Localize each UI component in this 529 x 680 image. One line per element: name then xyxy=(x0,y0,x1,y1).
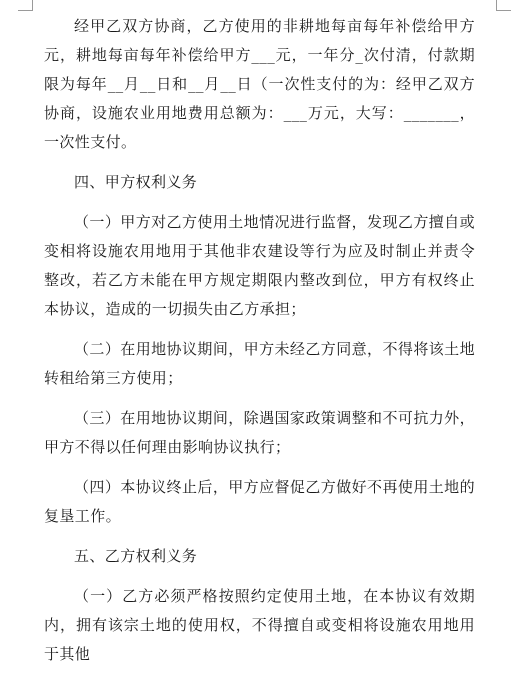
party-a-clause-4: （四）本协议终止后，甲方应督促乙方做好不再使用土地的复垦工作。 xyxy=(44,478,475,525)
party-a-clause-3: （三）在用地协议期间，除遇国家政策调整和不可抗力外，甲方不得以任何理由影响协议执行； xyxy=(44,409,475,456)
page-corner-mark-top-right xyxy=(496,0,511,11)
party-a-clause-2: （二）在用地协议期间，甲方未经乙方同意，不得将该土地转租给第三方使用； xyxy=(44,340,475,387)
section-heading-party-b-rights: 五、乙方权利义务 xyxy=(74,547,198,565)
party-b-clause-1: （一）乙方必须严格按照约定使用土地，在本协议有效期内，拥有该宗土地的使用权，不得擅自或变相将设施农用地用于其他 xyxy=(44,587,475,663)
document-body xyxy=(44,12,475,680)
party-a-clause-1: （一）甲方对乙方使用土地情况进行监督，发现乙方擅自或变相将设施农用地用于其他非农建设等行为应及时制止并责令整改，若乙方未能在甲方规定期限内整改到位，甲方有权终止本协议，造成的一切损失由乙方承担； xyxy=(44,213,475,318)
section-heading-party-a-rights: 四、甲方权利义务 xyxy=(74,173,198,191)
page-corner-mark-top-left xyxy=(18,0,33,11)
payment-terms-paragraph: 经甲乙双方协商，乙方使用的非耕地每亩每年补偿给甲方元，耕地每亩每年补偿给甲方___元，一年分_次付清，付款期限为每年__月__日和__月__日（一次性支付的为：经甲乙双方协商，设施农业用地费用总额为：___万元，大写：_______，一次性支付。 xyxy=(44,17,475,151)
